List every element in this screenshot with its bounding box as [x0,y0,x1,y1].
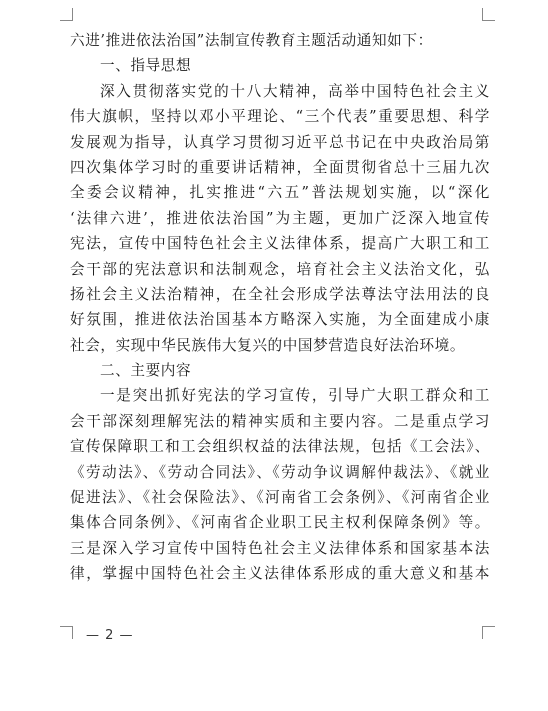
text-line: 宣传保障职工和工会组织权益的法律法规，包括《工会法》、 [70,438,490,456]
text-line: ‘法律六进’，推进依法治国”为主题，更加广泛深入地宣传 [70,209,490,227]
document-body [70,28,490,587]
crop-mark-bottom-right [482,626,495,639]
text-line: 宪法，宣传中国特色社会主义法律体系，提高广大职工和工 [70,235,490,253]
text-line: 六进’推进依法治国”法制宣传教育主题活动通知如下： [70,32,433,49]
text-line: 会干部深刻理解宪法的精神实质和主要内容。二是重点学习 [70,412,490,430]
text-line: 《劳动法》、《劳动合同法》、《劳动争议调解仲裁法》、《就业 [70,463,490,481]
text-line: 好氛围，推进依法治国基本方略深入实施，为全面建成小康 [70,311,490,329]
text-line: 深入贯彻落实党的十八大精神，高举中国特色社会主义 [100,82,490,100]
text-line: 三是深入学习宣传中国特色社会主义法律体系和国家基本法 [70,539,490,557]
crop-mark-top-left [60,8,73,21]
text-line: 促进法》、《社会保险法》、《河南省工会条例》、《河南省企业 [70,489,490,507]
text-line: 发展观为指导，认真学习贯彻习近平总书记在中央政治局第 [70,133,490,151]
text-line: 一是突出抓好宪法的学习宣传，引导广大职工群众和工 [100,387,490,405]
text-line: 会干部的宪法意识和法制观念，培育社会主义法治文化，弘 [70,260,490,278]
text-line: 社会，实现中华民族伟大复兴的中国梦营造良好法治环境。 [70,336,466,354]
text-line: 全委会议精神，扎实推进“六五”普法规划实施，以“深化 [70,184,490,202]
page-number: — 2 — [86,628,134,643]
section-heading: 二、主要内容 [100,362,192,380]
text-line: 扬社会主义法治精神，在全社会形成学法尊法守法用法的良 [70,285,490,303]
text-line: 四次集体学习时的重要讲话精神，全面贯彻省总十三届九次 [70,158,490,176]
text-line: 集体合同条例》、《河南省企业职工民主权利保障条例》等。 [70,514,490,532]
text-line: 律，掌握中国特色社会主义法律体系形成的重大意义和基本 [70,565,490,583]
crop-mark-top-right [482,8,495,21]
crop-mark-bottom-left [60,626,73,639]
section-heading: 一、指导思想 [100,57,192,75]
text-line: 伟大旗帜，坚持以邓小平理论、“三个代表”重要思想、科学 [70,108,490,126]
